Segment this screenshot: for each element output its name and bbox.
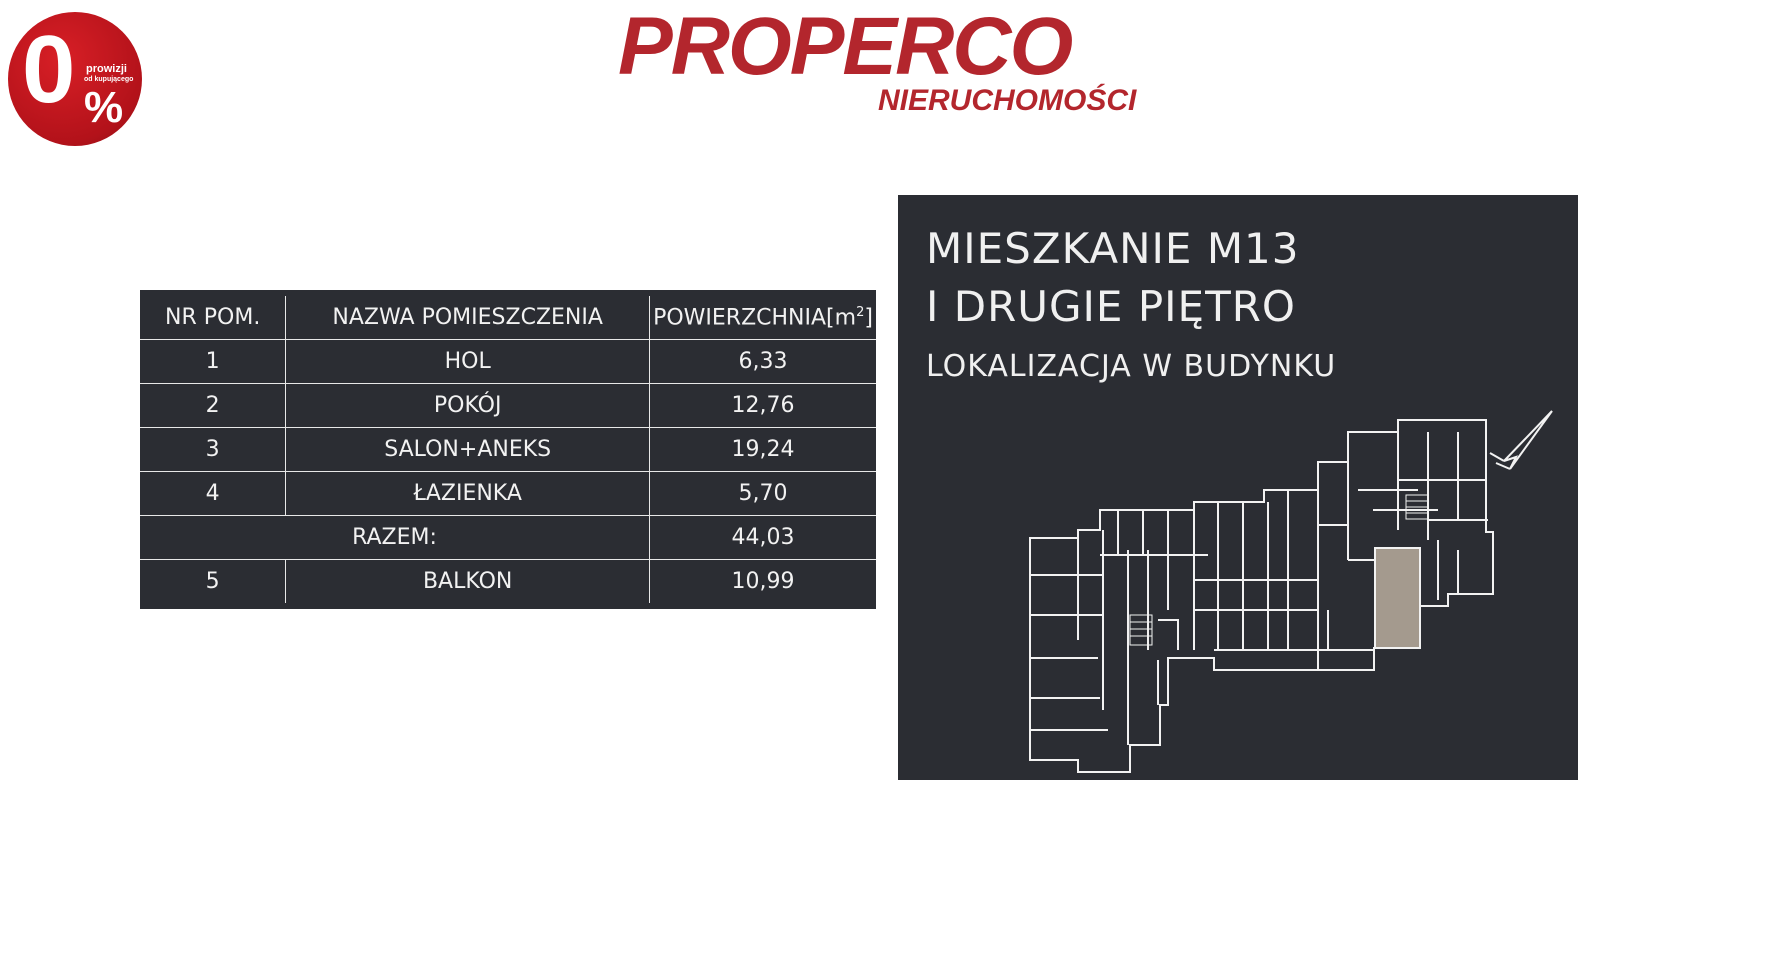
table-row (140, 340, 876, 384)
cell-area: 19,24 (650, 428, 876, 472)
cell-nr: 4 (140, 472, 286, 516)
header-area-close: ] (864, 305, 873, 331)
cell-nr: 2 (140, 384, 286, 428)
building-floor-plan (1018, 410, 1558, 780)
cell-name: POKÓJ (286, 384, 650, 428)
apartment-title: MIESZKANIE M13 (926, 224, 1300, 273)
cell-nr: 5 (140, 560, 286, 607)
table-header-row (140, 293, 876, 340)
total-area: 44,03 (650, 516, 876, 560)
cell-name: HOL (286, 340, 650, 384)
location-panel (898, 195, 1578, 780)
highlighted-apartment (1375, 548, 1420, 648)
cell-nr: 1 (140, 340, 286, 384)
header-area-text: POWIERZCHNIA[m (653, 305, 857, 331)
table-row (140, 560, 876, 607)
table-row (140, 472, 876, 516)
header-nr: NR POM. (140, 293, 286, 340)
cell-name: ŁAZIENKA (286, 472, 650, 516)
badge-percent: % (84, 83, 124, 132)
badge-zero: 0 (22, 16, 72, 123)
cell-area: 10,99 (650, 560, 876, 607)
logo-properco: PROPERCO (618, 1, 1072, 92)
floor-title: I DRUGIE PIĘTRO (926, 282, 1296, 331)
cell-area: 6,33 (650, 340, 876, 384)
cell-area: 5,70 (650, 472, 876, 516)
total-label: RAZEM: (140, 516, 650, 560)
header-area-sup: 2 (856, 304, 865, 320)
badge-line1: prowizji (86, 63, 127, 75)
cell-name: BALKON (286, 560, 650, 607)
table-row (140, 384, 876, 428)
table-row (140, 428, 876, 472)
table-total-row (140, 516, 876, 560)
header-name: NAZWA POMIESZCZENIA (286, 293, 650, 340)
header-area (650, 293, 876, 340)
zero-commission-badge (8, 12, 142, 146)
cell-area: 12,76 (650, 384, 876, 428)
north-arrow-icon (1486, 407, 1556, 477)
cell-name: SALON+ANEKS (286, 428, 650, 472)
badge-line2: od kupującego (84, 76, 134, 83)
logo-nieruchomosci: NIERUCHOMOŚCI (878, 84, 1137, 117)
rooms-table (140, 290, 876, 609)
cell-nr: 3 (140, 428, 286, 472)
location-subtitle: LOKALIZACJA W BUDYNKU (926, 349, 1337, 384)
